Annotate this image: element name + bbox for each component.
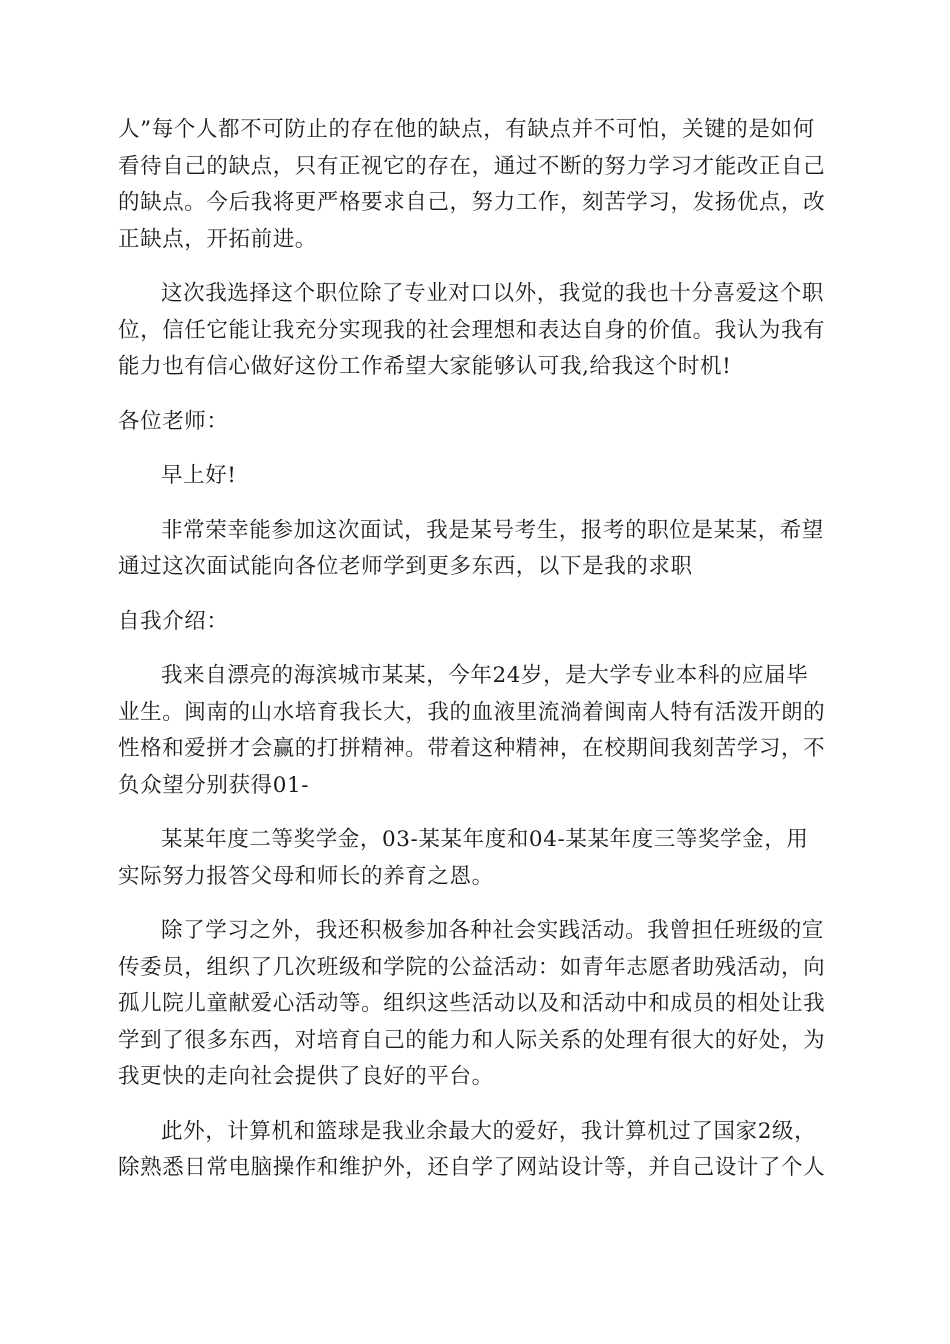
text-line: 早上好! — [161, 463, 237, 488]
text-line: 位，信任它能让我充分实现我的社会理想和表达自身的价值。我认为我有 — [118, 317, 826, 343]
paragraph-scholarships — [118, 822, 832, 895]
text-line: 学到了很多东西，对培育自己的能力和人际关系的处理有很大的好处，为 — [118, 1027, 826, 1053]
text-line: 自我介绍： — [118, 608, 229, 634]
paragraph-1 — [118, 112, 832, 258]
text-line: 我来自漂亮的海滨城市某某，今年24岁，是大学专业本科的应届毕 — [161, 663, 809, 688]
document-body — [118, 112, 832, 1205]
section-heading — [118, 604, 832, 641]
text-line: 通过这次面试能向各位老师学到更多东西，以下是我的求职 — [118, 554, 693, 579]
text-line: 性格和爱拼才会赢的打拼精神。带着这种精神，在校期间我刻苦学习，不 — [118, 736, 826, 761]
text-line: 负众望分别获得01- — [118, 772, 310, 798]
paragraph-background — [118, 658, 832, 804]
text-line: 我更快的走向社会提供了良好的平台。 — [118, 1064, 494, 1089]
paragraph-activities — [118, 913, 832, 1096]
paragraph-hobbies — [118, 1114, 832, 1187]
paragraph-intro — [118, 513, 832, 586]
text-line: 实际努力报答父母和师长的养育之恩。 — [118, 863, 494, 889]
text-line: 各位老师： — [118, 408, 229, 434]
text-line: 看待自己的缺点，只有正视它的存在，通过不断的努力学习才能改正自己 — [118, 153, 826, 179]
paragraph-2 — [118, 276, 832, 386]
text-line: 正缺点，开拓前进。 — [118, 226, 317, 252]
text-line: 的缺点。今后我将更严格要求自己，努力工作，刻苦学习，发扬优点，改 — [118, 190, 826, 215]
text-line: 人”每个人都不可防止的存在他的缺点，有缺点并不可怕，关键的是如何 — [118, 117, 815, 142]
greeting — [118, 458, 832, 495]
text-line: 非常荣幸能参加这次面试，我是某号考生，报考的职位是某某，希望 — [161, 517, 825, 543]
text-line: 孤儿院儿童献爱心活动等。组织这些活动以及和活动中和成员的相处让我 — [118, 991, 826, 1016]
text-line: 某某年度二等奖学金，03-某某年度和04-某某年度三等奖学金，用 — [161, 827, 809, 852]
text-line: 能力也有信心做好这份工作希望大家能够认可我,给我这个时机! — [118, 354, 732, 379]
text-line: 除了学习之外，我还积极参加各种社会实践活动。我曾担任班级的宣 — [161, 918, 825, 943]
salutation — [118, 404, 832, 441]
text-line: 传委员，组织了几次班级和学院的公益活动：如青年志愿者助残活动，向 — [118, 954, 826, 980]
text-line: 业生。闽南的山水培育我长大，我的血液里流淌着闽南人特有活泼开朗的 — [118, 699, 826, 725]
text-line: 此外，计算机和篮球是我业余最大的爱好，我计算机过了国家2级， — [161, 1118, 817, 1144]
text-line: 这次我选择这个职位除了专业对口以外，我觉的我也十分喜爱这个职 — [161, 281, 825, 306]
text-line: 除熟悉日常电脑操作和维护外，还自学了网站设计等，并自己设计了个人 — [118, 1155, 826, 1180]
